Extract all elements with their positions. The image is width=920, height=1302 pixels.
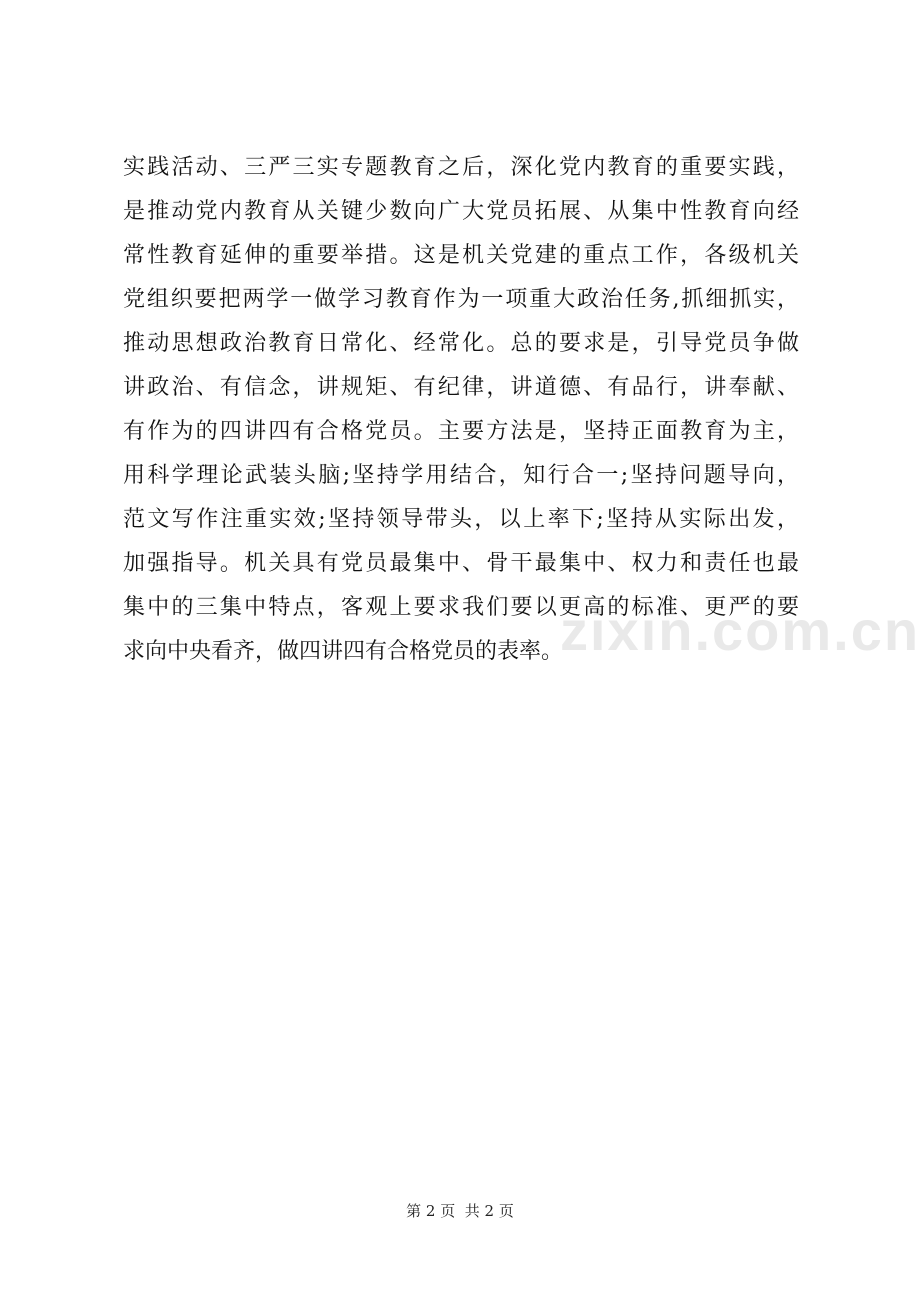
body-line-6: 讲政治、有信念，讲规矩、有纪律，讲道德、有品行，讲奉献、: [123, 375, 799, 400]
body-line-7: 有作为的四讲四有合格党员。主要方法是，坚持正面教育为主，: [123, 419, 799, 444]
body-paragraph: [123, 146, 799, 674]
body-line-8: 用科学理论武装头脑;坚持学用结合，知行合一;坚持问题导向，: [123, 463, 799, 488]
body-line-2: 是推动党内教育从关键少数向广大党员拓展、从集中性教育向经: [123, 199, 799, 224]
body-line-5: 推动思想政治教育日常化、经常化。总的要求是，引导党员争做: [123, 331, 799, 356]
body-line-12: 求向中央看齐，做四讲四有合格党员的表率。: [123, 639, 564, 664]
body-line-3: 常性教育延伸的重要举措。这是机关党建的重点工作，各级机关: [123, 243, 799, 268]
body-line-4: 党组织要把两学一做学习教育作为一项重大政治任务,抓细抓实，: [123, 287, 799, 312]
body-line-10: 加强指导。机关具有党员最集中、骨干最集中、权力和责任也最: [123, 551, 799, 576]
page-footer: 第 2 页 共 2 页: [406, 1202, 514, 1220]
body-line-9: 范文写作注重实效;坚持领导带头，以上率下;坚持从实际出发，: [123, 507, 799, 532]
watermark: zixin.com.cn: [560, 599, 920, 662]
body-line-1: 实践活动、三严三实专题教育之后，深化党内教育的重要实践，: [123, 155, 799, 180]
body-line-11: 集中的三集中特点，客观上要求我们要以更高的标准、更严的要: [123, 595, 799, 620]
